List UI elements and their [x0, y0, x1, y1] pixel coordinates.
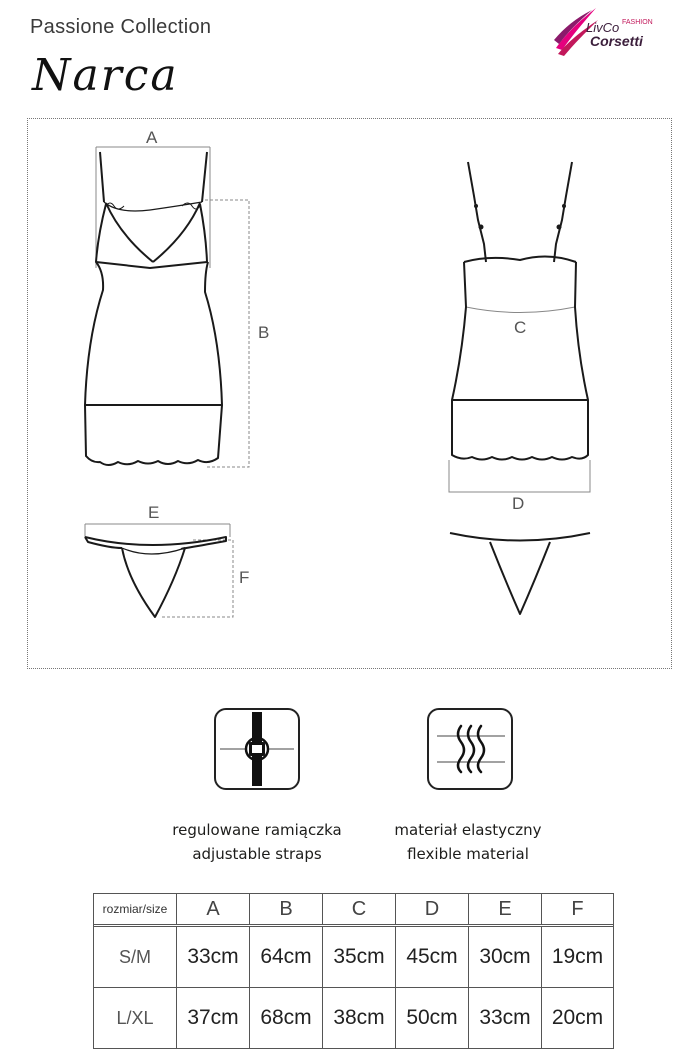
feature-text-pl: regulowane ramiączka	[172, 821, 342, 839]
column-header-c: C	[323, 894, 396, 925]
dimension-label-f: F	[239, 568, 250, 587]
logo-text-livco: LivCo	[586, 20, 620, 35]
table-cell: 35cm	[323, 927, 396, 988]
feature-text-en: flexible material	[407, 845, 529, 863]
size-table-header	[94, 894, 614, 925]
dimension-label-e: E	[148, 503, 160, 522]
feature-text-en: adjustable straps	[192, 845, 322, 863]
table-cell: 33cm	[177, 927, 250, 988]
column-header-e: E	[469, 894, 542, 925]
feature-flexible-material	[348, 818, 588, 866]
back-chemise-drawing	[452, 162, 588, 460]
table-cell: 45cm	[396, 927, 469, 988]
logo-text-corsetti: Corsetti	[590, 33, 643, 49]
size-label: L/XL	[94, 988, 177, 1049]
table-cell: 50cm	[396, 988, 469, 1049]
size-label: S/M	[94, 927, 177, 988]
column-header-b: B	[250, 894, 323, 925]
back-thong-drawing	[450, 533, 590, 614]
size-table	[93, 893, 614, 1049]
table-cell: 38cm	[323, 988, 396, 1049]
column-header-f: F	[542, 894, 614, 925]
model-name: Narca	[32, 50, 179, 101]
logo-text-fashion: FASHION	[622, 19, 653, 26]
dimension-b-bracket	[205, 200, 249, 467]
table-cell: 68cm	[250, 988, 323, 1049]
table-cell: 19cm	[542, 927, 614, 988]
table-row	[94, 927, 614, 988]
dimension-e-bracket	[85, 524, 230, 537]
collection-title: Passione Collection	[30, 16, 212, 38]
table-cell: 37cm	[177, 988, 250, 1049]
dimension-label-d: D	[512, 494, 525, 513]
size-header-label: rozmiar/size	[94, 894, 177, 925]
dimension-c-line	[466, 307, 575, 313]
dimension-d-bracket	[449, 460, 590, 492]
table-cell: 30cm	[469, 927, 542, 988]
dimension-label-a: A	[146, 128, 158, 147]
column-header-d: D	[396, 894, 469, 925]
table-cell: 20cm	[542, 988, 614, 1049]
front-chemise-drawing	[85, 152, 222, 465]
table-row	[94, 988, 614, 1049]
table-cell: 64cm	[250, 927, 323, 988]
dimension-label-c: C	[514, 318, 527, 337]
adjustable-strap-icon	[214, 708, 300, 790]
column-header-a: A	[177, 894, 250, 925]
dimension-label-b: B	[258, 323, 270, 342]
front-thong-drawing	[85, 537, 226, 617]
elastic-material-icon	[427, 708, 513, 790]
feature-text-pl: materiał elastyczny	[394, 821, 542, 839]
table-cell: 33cm	[469, 988, 542, 1049]
feature-adjustable-straps	[137, 818, 377, 866]
